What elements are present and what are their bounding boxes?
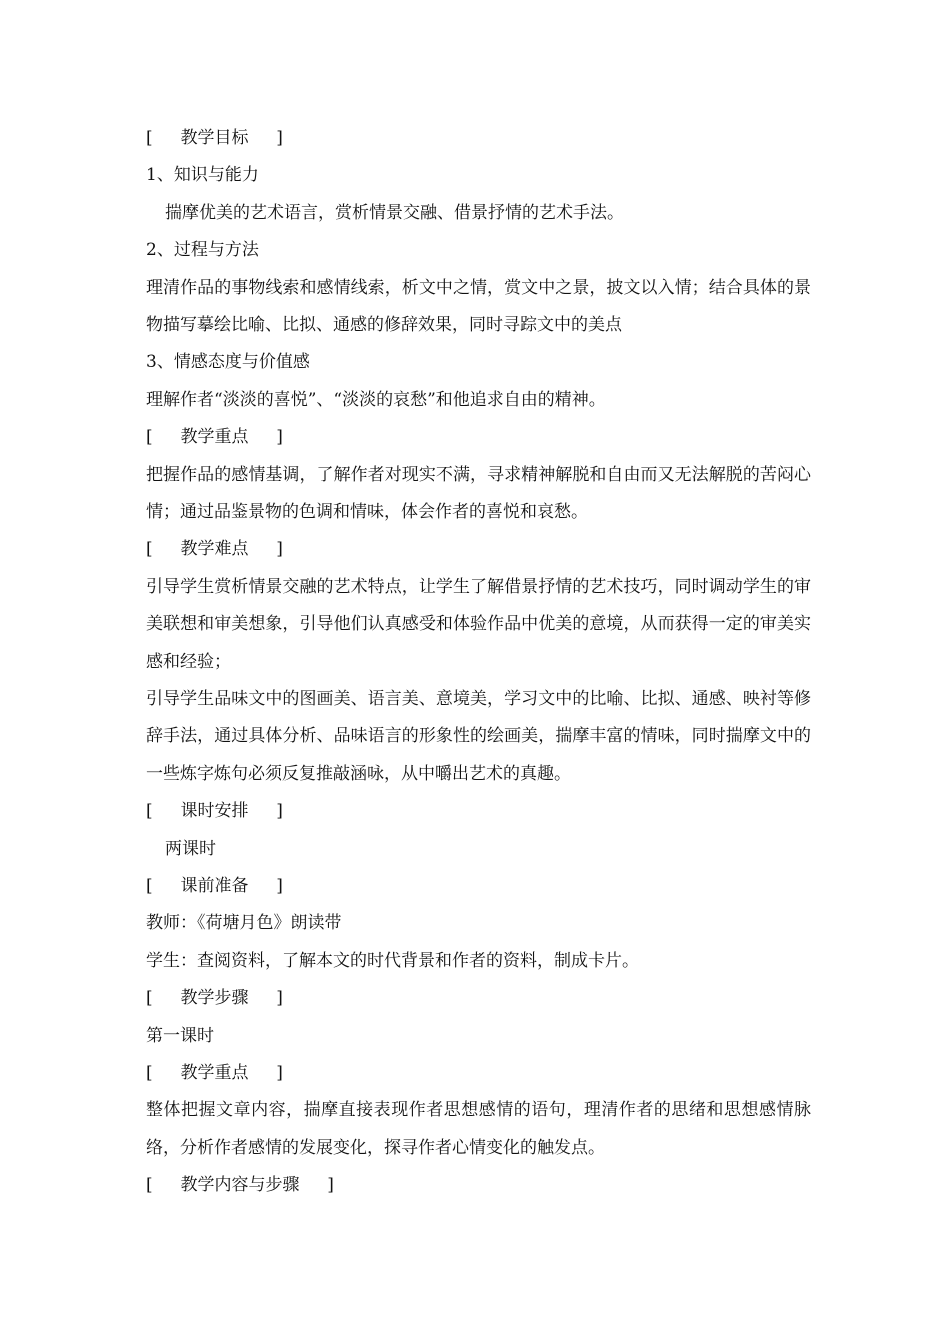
preparation-student: 学生：查阅资料，了解本文的时代背景和作者的资料，制成卡片。 xyxy=(146,950,639,971)
heading-teaching-steps: [ 教学步骤 ] xyxy=(146,988,283,1009)
goal-2-title: 2、过程与方法 xyxy=(146,240,259,261)
schedule-body: 两课时 xyxy=(165,838,216,859)
heading-teaching-goals: [ 教学目标 ] xyxy=(146,128,283,148)
goal-1-body: 揣摩优美的艺术语言，赏析情景交融、借景抒情的艺术手法。 xyxy=(165,202,624,223)
heading-teaching-key-points-2: [ 教学重点 ] xyxy=(146,1062,283,1083)
heading-content-and-steps: [ 教学内容与步骤 ] xyxy=(146,1175,334,1196)
preparation-teacher: 教师：《荷塘月色》朗读带 xyxy=(146,913,342,934)
goal-3-body: 理解作者“淡淡的喜悦”、“淡淡的哀愁”和他追求自由的精神。 xyxy=(146,389,606,410)
key-points-body: 把握作品的感情基调，了解作者对现实不满，寻求精神解脱和自由而又无法解脱的苦闷心情；通过品鉴景物的色调和情味，体会作者的喜悦和哀愁。 xyxy=(146,464,811,522)
difficulties-body-1: 引导学生赏析情景交融的艺术特点，让学生了解借景抒情的艺术技巧，同时调动学生的审美联想和审美想象，引导他们认真感受和体验作品中优美的意境，从而获得一定的审美实感和经验； xyxy=(146,576,811,672)
heading-teaching-key-points: [ 教学重点 ] xyxy=(146,427,283,448)
goal-1-title: 1、知识与能力 xyxy=(146,165,259,186)
goal-2-body: 理清作品的事物线索和感情线索，析文中之情，赏文中之景，披文以入情；结合具体的景物描写摹绘比喻、比拟、通感的修辞效果，同时寻踪文中的美点 xyxy=(146,277,811,335)
goal-3-title: 3、情感态度与价值感 xyxy=(146,352,310,373)
difficulties-body-2: 引导学生品味文中的图画美、语言美、意境美，学习文中的比喻、比拟、通感、映衬等修辞手法，通过具体分析、品味语言的形象性的绘画美，揣摩丰富的情味，同时揣摩文中的一些炼字炼句必须反复推敲涵咏，从中嚼出艺术的真趣。 xyxy=(146,688,811,784)
lesson-one-label: 第一课时 xyxy=(146,1025,214,1046)
heading-teaching-difficulties: [ 教学难点 ] xyxy=(146,539,283,560)
heading-preparation: [ 课前准备 ] xyxy=(146,875,283,896)
heading-class-schedule: [ 课时安排 ] xyxy=(146,801,283,822)
document-page xyxy=(146,120,811,1205)
key-points-2-body: 整体把握文章内容，揣摩直接表现作者思想感情的语句，理清作者的思绪和思想感情脉络，分析作者感情的发展变化，探寻作者心情变化的触发点。 xyxy=(146,1100,811,1158)
